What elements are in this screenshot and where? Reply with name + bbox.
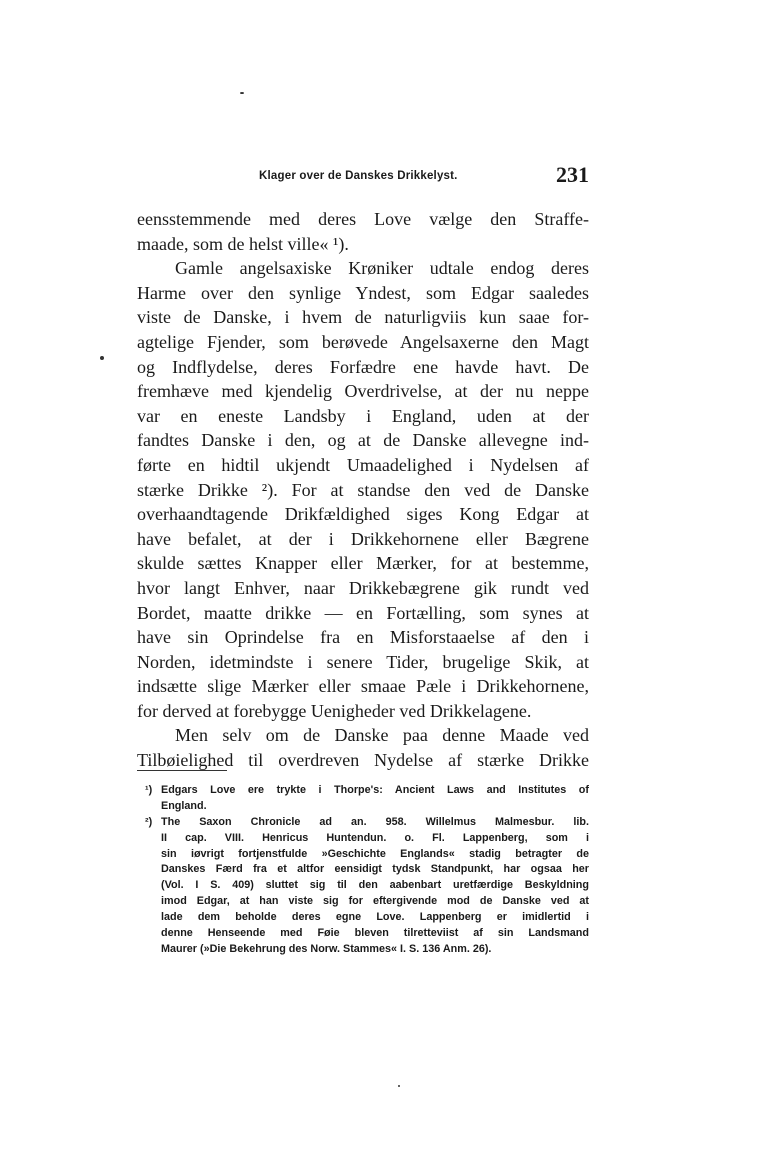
body-line: Norden, idetmindste i senere Tider, brugelige Skik, at bbox=[137, 651, 589, 672]
footnote-line: The Saxon Chronicle ad an. 958. Willelmus Malmesbur. lib. bbox=[161, 815, 589, 828]
footnote-line: sin iøvrigt fortjenstfulde »Geschichte Englands« stadig betragter de bbox=[161, 847, 589, 860]
body-line: var en eneste Landsby i England, uden at der bbox=[137, 405, 589, 426]
body-line: Bordet, maatte drikke — en Fortælling, som synes at bbox=[137, 602, 589, 623]
body-line: Harme over den synlige Yndest, som Edgar saaledes bbox=[137, 282, 589, 303]
footnote-rule bbox=[137, 770, 227, 771]
footnote-line: (Vol. I S. 409) sluttet sig til den aabenbart uretfærdige Beskyldning bbox=[161, 879, 589, 892]
footnote-line: England. bbox=[161, 799, 207, 812]
body-line: have befalet, at der i Drikkehornene eller Bægrene bbox=[137, 528, 589, 549]
body-line: viste de Danske, i hvem de naturligviis kun saae for- bbox=[137, 307, 589, 328]
ink-speck bbox=[100, 356, 104, 360]
body-line: agtelige Fjender, som berøvede Angelsaxerne den Magt bbox=[137, 331, 589, 352]
body-line: overhaandtagende Drikfældighed siges Kong Edgar at bbox=[137, 504, 589, 525]
body-line: Men selv om de Danske paa denne Maade ved bbox=[175, 725, 589, 746]
body-line: stærke Drikke ²). For at standse den ved de Danske bbox=[137, 479, 589, 500]
page-number: 231 bbox=[556, 162, 589, 187]
footnote-mark: ²) bbox=[145, 815, 153, 828]
footnote-line: Maurer (»Die Bekehrung des Norw. Stammes« I. S. 136 Anm. 26). bbox=[161, 942, 492, 955]
body-line: skulde sættes Knapper eller Mærker, for at bestemme, bbox=[137, 553, 589, 574]
footnote-line: imod Edgar, at han viste sig for eftergivende mod de Danske ved at bbox=[161, 895, 589, 908]
ink-speck bbox=[240, 92, 244, 94]
footnote-mark: ¹) bbox=[145, 784, 153, 796]
body-line: førte en hidtil ukjendt Umaadelighed i Nydelsen af bbox=[137, 454, 589, 475]
body-line: og Indflydelse, deres Forfædre ene havde havt. De bbox=[137, 356, 589, 377]
body-line: maade, som de helst ville« ¹). bbox=[137, 233, 349, 254]
body-line: fandtes Danske i den, og at de Danske allevegne ind- bbox=[137, 430, 589, 451]
footnote-line: II cap. VIII. Henricus Huntendun. o. Fl. Lappenberg, som i bbox=[161, 831, 589, 844]
ink-speck bbox=[398, 1085, 400, 1087]
body-line: hvor langt Enhver, naar Drikkebægrene gik rundt ved bbox=[137, 577, 589, 598]
body-line: Tilbøielighed til overdreven Nydelse af stærke Drikke bbox=[137, 750, 589, 771]
footnote-line: denne Henseende med Føie bleven tilretteviist af sin Landsmand bbox=[161, 927, 589, 940]
body-line: for derved at forebygge Uenigheder ved Drikkelagene. bbox=[137, 700, 532, 721]
body-line: have sin Oprindelse fra en Misforstaaelse af den i bbox=[137, 627, 589, 648]
body-line: eensstemmende med deres Love vælge den Straffe- bbox=[137, 209, 589, 229]
footnote-line: Edgars Love ere trykte i Thorpe's: Ancient Laws and Institutes of bbox=[161, 784, 589, 796]
footnote-1 bbox=[145, 783, 589, 815]
footnote-line: Danskes Færd fra et altfor eensidigt tydsk Standpunkt, har ogsaa her bbox=[161, 863, 589, 876]
body-line: indsætte slige Mærker eller smaae Pæle i Drikkehornene, bbox=[137, 676, 589, 697]
body-line: Gamle angelsaxiske Krøniker udtale endog deres bbox=[175, 258, 589, 279]
page-header bbox=[137, 162, 589, 196]
footnote-2 bbox=[145, 815, 589, 958]
footnote-line: lade dem beholde deres egne Love. Lappenberg er imidlertid i bbox=[161, 911, 589, 924]
running-title: Klager over de Danskes Drikkelyst. bbox=[259, 170, 458, 182]
body-line: fremhæve med kjendelig Overdrivelse, at der nu neppe bbox=[137, 381, 589, 402]
footnotes bbox=[145, 783, 589, 958]
body-text bbox=[137, 207, 589, 773]
